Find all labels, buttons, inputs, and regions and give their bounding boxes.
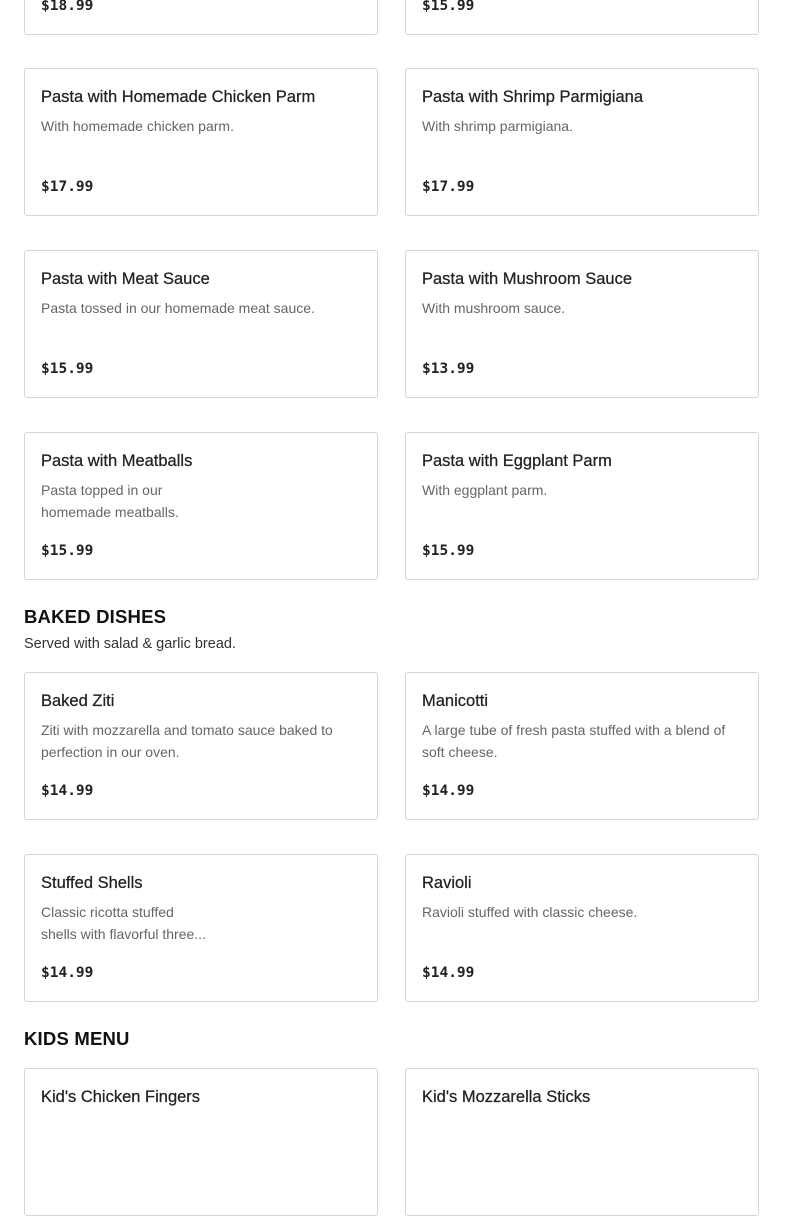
- item-name: Pasta with Homemade Chicken Parm: [41, 88, 316, 106]
- item-description: [41, 479, 179, 523]
- description-line: shells with flavorful three...: [41, 926, 206, 942]
- item-price: $15.99: [422, 543, 475, 559]
- item-name: Pasta with Eggplant Parm: [422, 452, 612, 470]
- item-name: Pasta with Shrimp Parmigiana: [422, 88, 644, 106]
- description-line: homemade meatballs.: [41, 504, 179, 520]
- description-line: Ziti with mozzarella and tomato sauce baked to: [41, 722, 333, 738]
- menu-item-card[interactable]: [24, 68, 378, 216]
- item-price: $14.99: [422, 965, 475, 981]
- item-name: Kid's Mozzarella Sticks: [422, 1088, 591, 1106]
- description-line: A large tube of fresh pasta stuffed with a blend of: [422, 722, 726, 738]
- item-name: Pasta with Meat Sauce: [41, 270, 210, 288]
- item-description: With shrimp parmigiana.: [422, 118, 573, 134]
- item-price: $15.99: [41, 361, 94, 377]
- item-price: $15.99: [422, 0, 475, 14]
- item-description: Ravioli stuffed with classic cheese.: [422, 904, 638, 920]
- item-price: $14.99: [422, 783, 475, 799]
- item-price: $17.99: [41, 179, 94, 195]
- item-price: $17.99: [422, 179, 475, 195]
- menu-item-card[interactable]: [405, 68, 759, 216]
- section-title-baked-dishes: BAKED DISHES: [24, 606, 167, 627]
- description-line: Classic ricotta stuffed: [41, 904, 174, 920]
- item-name: Kid's Chicken Fingers: [41, 1088, 201, 1106]
- item-name: Pasta with Mushroom Sauce: [422, 270, 633, 288]
- item-description: With mushroom sauce.: [422, 300, 566, 316]
- menu-item-card[interactable]: [405, 672, 759, 820]
- description-line: Pasta topped in our: [41, 482, 163, 498]
- item-name: Ravioli: [422, 874, 472, 892]
- item-description: Pasta tossed in our homemade meat sauce.: [41, 300, 315, 316]
- menu-item-card[interactable]: [24, 854, 378, 1002]
- menu-item-card[interactable]: [405, 1068, 759, 1216]
- menu-item-card[interactable]: [405, 250, 759, 398]
- item-name: Manicotti: [422, 692, 489, 710]
- item-price: $13.99: [422, 361, 475, 377]
- menu-item-card[interactable]: [405, 0, 759, 35]
- description-line: soft cheese.: [422, 744, 498, 760]
- menu-item-card[interactable]: [24, 432, 378, 580]
- item-description: [41, 901, 206, 945]
- menu-item-card[interactable]: [24, 672, 378, 820]
- item-description: With homemade chicken parm.: [41, 118, 234, 134]
- section-subtitle: Served with salad & garlic bread.: [24, 636, 236, 652]
- menu-item-card[interactable]: [24, 1068, 378, 1216]
- item-price: $14.99: [41, 965, 94, 981]
- item-description: With eggplant parm.: [422, 482, 548, 498]
- item-price: $18.99: [41, 0, 94, 14]
- description-line: perfection in our oven.: [41, 744, 180, 760]
- item-name: Baked Ziti: [41, 692, 115, 710]
- menu-item-card[interactable]: [24, 0, 378, 35]
- menu-item-card[interactable]: [405, 432, 759, 580]
- section-title-kids-menu: KIDS MENU: [24, 1028, 130, 1049]
- item-price: $15.99: [41, 543, 94, 559]
- item-name: Pasta with Meatballs: [41, 452, 193, 470]
- item-name: Stuffed Shells: [41, 874, 143, 892]
- item-description: [41, 719, 333, 763]
- menu-item-card[interactable]: [405, 854, 759, 1002]
- item-description: [422, 719, 725, 763]
- menu-item-card[interactable]: [24, 250, 378, 398]
- item-price: $14.99: [41, 783, 94, 799]
